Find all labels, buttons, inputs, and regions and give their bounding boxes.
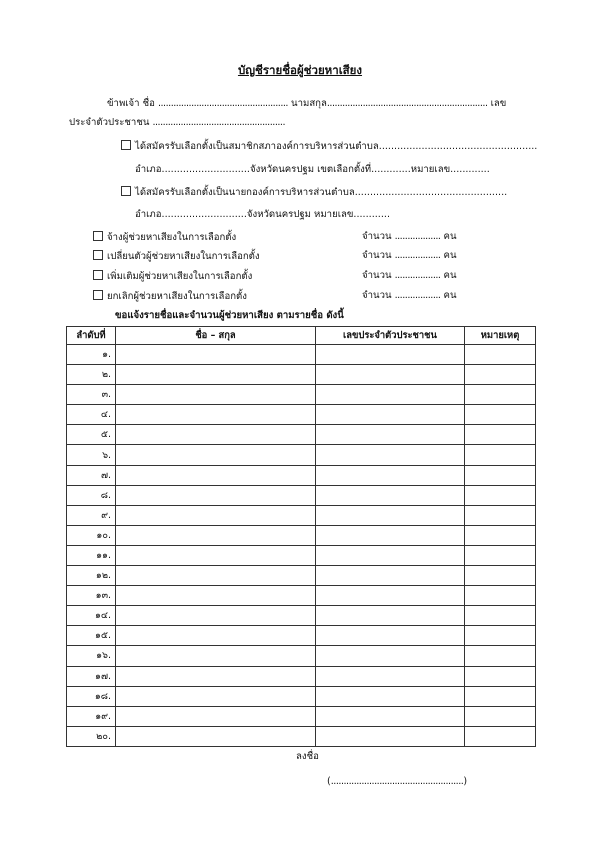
candidacy-mayor-option[interactable] [121,186,507,199]
citizen-id-cell[interactable] [316,706,465,726]
citizen-id-cell[interactable] [316,405,465,425]
assistants-table [66,326,536,747]
action-label: เพิ่มเติมผู้ช่วยหาเสียงในการเลือกตั้ง [107,271,253,282]
table-row [67,726,536,746]
mayor-line2: อำเภอ............................จังหวัดนครปฐม หมายเลข............ [135,209,391,220]
row-number: ๑๘. [67,686,116,706]
count-label: จำนวน [362,231,392,242]
remark-cell[interactable] [465,525,536,545]
hire-checkbox[interactable] [93,231,103,241]
row-number: ๑๐. [67,525,116,545]
replace-checkbox[interactable] [93,250,103,260]
table-row [67,646,536,666]
unit-label: คน [443,290,457,301]
cancel-checkbox[interactable] [93,290,103,300]
council-checkbox[interactable] [121,140,131,150]
citizen-id-label: ประจำตัวประชาชน [69,117,150,128]
id-number-label: เลข [490,98,507,109]
document-title: บัญชีรายชื่อผู้ช่วยหาเสียง [237,63,363,77]
row-number: ๑. [67,345,116,365]
citizen-id-cell[interactable] [316,646,465,666]
action-replace-count [362,250,457,262]
count-label: จำนวน [362,250,392,261]
row-number: ๘. [67,485,116,505]
remark-cell[interactable] [465,345,536,365]
name-cell[interactable] [116,545,316,565]
action-label: เปลี่ยนตัวผู้ช่วยหาเสียงในการเลือกตั้ง [107,251,260,262]
unit-label: คน [443,270,457,281]
citizen-id-cell[interactable] [316,545,465,565]
count-label: จำนวน [362,290,392,301]
table-header-row [67,327,536,345]
name-cell[interactable] [116,405,316,425]
name-cell[interactable] [116,706,316,726]
citizen-id-cell[interactable] [316,365,465,385]
council-line2: อำเภอ.............................จังหวัดนครปฐม เขตเลือกตั้งที่.............หมายเลข............. [135,164,490,175]
remark-cell[interactable] [465,686,536,706]
row-number: ๑๓. [67,586,116,606]
unit-label: คน [443,231,457,242]
citizen-id-cell[interactable] [316,485,465,505]
action-add-option[interactable] [93,270,252,283]
name-cell[interactable] [116,646,316,666]
table-caption: ขอแจ้งรายชื่อและจำนวนผู้ช่วยหาเสียง ตามรายชื่อ ดังนี้ [115,310,344,321]
remark-cell[interactable] [465,485,536,505]
row-number: ๔. [67,405,116,425]
remark-cell[interactable] [465,445,536,465]
row-number: ๕. [67,425,116,445]
table-row [67,566,536,586]
table-row [67,505,536,525]
remark-cell[interactable] [465,425,536,445]
remark-cell[interactable] [465,666,536,686]
action-label: ยกเลิกผู้ช่วยหาเสียงในการเลือกตั้ง [107,291,247,302]
name-cell[interactable] [116,525,316,545]
name-cell[interactable] [116,365,316,385]
table-row [67,465,536,485]
table-row [67,385,536,405]
row-number: ๑๖. [67,646,116,666]
name-cell[interactable] [116,385,316,405]
citizen-id-cell[interactable] [316,726,465,746]
name-cell[interactable] [116,726,316,746]
remark-cell[interactable] [465,726,536,746]
count-field[interactable]: .................. [394,231,441,242]
name-cell[interactable] [116,485,316,505]
action-hire-count [362,231,457,243]
row-number: ๗. [67,465,116,485]
row-number: ๓. [67,385,116,405]
table-row [67,666,536,686]
name-cell[interactable] [116,606,316,626]
table-row [67,425,536,445]
row-number: ๖. [67,445,116,465]
row-number: ๙. [67,505,116,525]
row-number: ๒๐. [67,726,116,746]
header-name: ชื่อ – สกุล [116,327,316,345]
add-checkbox[interactable] [93,270,103,280]
surname-field[interactable]: ............................................................... [326,98,488,109]
row-number: ๑๕. [67,626,116,646]
citizen-id-cell[interactable] [316,626,465,646]
name-cell[interactable] [116,345,316,365]
table-row [67,626,536,646]
name-cell[interactable] [116,566,316,586]
remark-cell[interactable] [465,545,536,565]
remark-cell[interactable] [465,646,536,666]
action-add-count [362,270,457,282]
citizen-id-cell[interactable] [316,425,465,445]
table-row [67,545,536,565]
citizen-id-cell[interactable] [316,505,465,525]
name-cell[interactable] [116,505,316,525]
name-cell[interactable] [116,586,316,606]
name-label: ข้าพเจ้า ชื่อ [107,98,155,109]
table-row [67,586,536,606]
citizen-id-cell[interactable] [316,666,465,686]
remark-cell[interactable] [465,706,536,726]
citizen-id-cell[interactable] [316,525,465,545]
citizen-id-cell[interactable] [316,606,465,626]
first-name-field[interactable]: ................................................... [157,98,288,109]
table-row [67,485,536,505]
action-cancel-count [362,290,457,302]
applicant-id-line [69,117,285,129]
row-number: ๑๗. [67,666,116,686]
row-number: ๑๑. [67,545,116,565]
signature-name-line [327,776,467,788]
table-row [67,525,536,545]
row-number: ๑๒. [67,566,116,586]
remark-cell[interactable] [465,566,536,586]
name-cell[interactable] [116,465,316,485]
remark-cell[interactable] [465,626,536,646]
citizen-id-cell[interactable] [316,385,465,405]
mayor-checkbox[interactable] [121,186,131,196]
table-row [67,686,536,706]
remark-cell[interactable] [465,505,536,525]
unit-label: คน [443,250,457,261]
name-cell[interactable] [116,425,316,445]
action-label: จ้างผู้ช่วยหาเสียงในการเลือกตั้ง [107,232,237,243]
row-number: ๑๔. [67,606,116,626]
mayor-line1: ได้สมัครรับเลือกตั้งเป็นนายกองค์การบริหารส่วนตำบล.................................................. [135,187,508,198]
action-replace-option[interactable] [93,250,260,263]
table-row [67,706,536,726]
surname-label: นามสกุล [291,98,327,109]
citizen-id-cell[interactable] [316,465,465,485]
signature-name-field[interactable]: .................................................... [330,776,464,787]
citizen-id-field[interactable]: .................................................... [152,117,286,128]
open-paren: ( [327,776,331,787]
council-line1: ได้สมัครรับเลือกตั้งเป็นสมาชิกสภาองค์การบริหารส่วนตำบล.................................................... [135,141,538,152]
remark-cell[interactable] [465,385,536,405]
remark-cell[interactable] [465,606,536,626]
row-number: ๑๙. [67,706,116,726]
header-order: ลำดับที่ [67,327,116,345]
remark-cell[interactable] [465,405,536,425]
applicant-name-line [107,98,506,110]
table-row [67,606,536,626]
count-field[interactable]: .................. [394,290,441,301]
close-paren: ) [463,776,468,787]
count-field[interactable]: .................. [394,250,441,261]
name-cell[interactable] [116,445,316,465]
action-cancel-option[interactable] [93,290,247,303]
table-row [67,365,536,385]
table-row [67,445,536,465]
name-cell[interactable] [116,686,316,706]
name-cell[interactable] [116,666,316,686]
table-row [67,405,536,425]
citizen-id-cell[interactable] [316,345,465,365]
citizen-id-cell[interactable] [316,566,465,586]
action-hire-option[interactable] [93,231,236,244]
header-remark: หมายเหตุ [465,327,536,345]
remark-cell[interactable] [465,586,536,606]
name-cell[interactable] [116,626,316,646]
table-row [67,345,536,365]
candidacy-council-option[interactable] [121,140,537,153]
remark-cell[interactable] [465,365,536,385]
row-number: ๒. [67,365,116,385]
header-citizen-id: เลขประจำตัวประชาชน [316,327,465,345]
count-label: จำนวน [362,270,392,281]
signature-label: ลงชื่อ [296,751,319,762]
citizen-id-cell[interactable] [316,445,465,465]
remark-cell[interactable] [465,465,536,485]
citizen-id-cell[interactable] [316,686,465,706]
citizen-id-cell[interactable] [316,586,465,606]
count-field[interactable]: .................. [394,270,441,281]
